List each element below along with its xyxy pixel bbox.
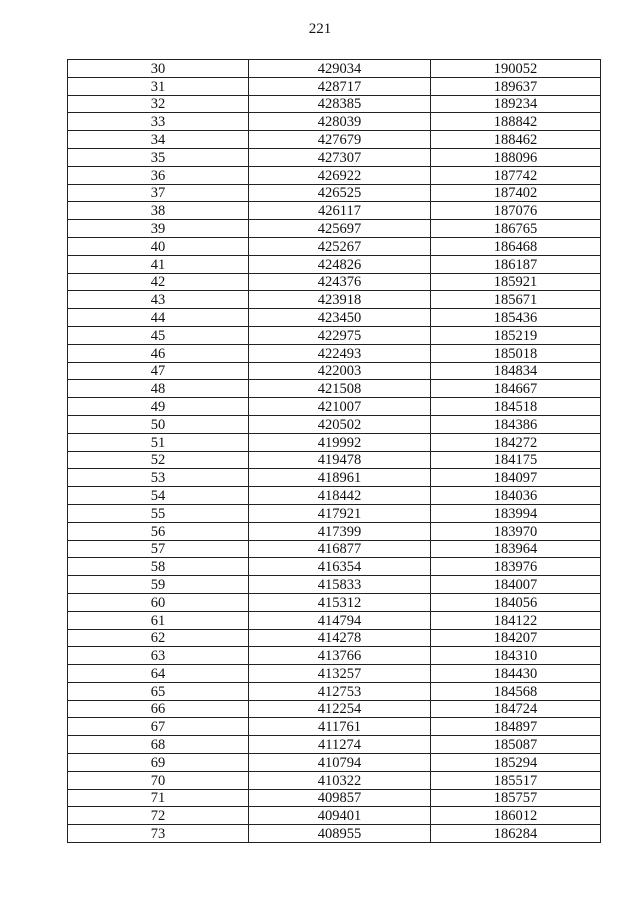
table-row (68, 736, 601, 754)
table-cell: 65 (68, 682, 249, 700)
table-cell: 184122 (431, 611, 601, 629)
table-cell: 53 (68, 469, 249, 487)
table-cell: 186765 (431, 220, 601, 238)
data-table-container (67, 59, 600, 843)
table-cell: 71 (68, 789, 249, 807)
table-cell: 62 (68, 629, 249, 647)
table-cell: 423450 (249, 309, 431, 327)
table-cell: 188462 (431, 131, 601, 149)
table-cell: 422975 (249, 326, 431, 344)
table-row (68, 148, 601, 166)
table-cell: 187402 (431, 184, 601, 202)
table-cell: 73 (68, 825, 249, 843)
table-cell: 414278 (249, 629, 431, 647)
table-cell: 425697 (249, 220, 431, 238)
table-cell: 184207 (431, 629, 601, 647)
table-cell: 186468 (431, 237, 601, 255)
table-row (68, 95, 601, 113)
table-row (68, 540, 601, 558)
table-row (68, 326, 601, 344)
table-cell: 185517 (431, 771, 601, 789)
table-cell: 185671 (431, 291, 601, 309)
table-row (68, 273, 601, 291)
table-cell: 415312 (249, 593, 431, 611)
table-cell: 184568 (431, 682, 601, 700)
table-cell: 416354 (249, 558, 431, 576)
table-cell: 186284 (431, 825, 601, 843)
table-cell: 184310 (431, 647, 601, 665)
table-row (68, 77, 601, 95)
table-body (68, 60, 601, 843)
table-cell: 68 (68, 736, 249, 754)
table-row (68, 309, 601, 327)
table-cell: 51 (68, 433, 249, 451)
table-cell: 34 (68, 131, 249, 149)
table-row (68, 131, 601, 149)
table-cell: 426117 (249, 202, 431, 220)
table-cell: 184430 (431, 665, 601, 683)
table-cell: 424376 (249, 273, 431, 291)
table-cell: 43 (68, 291, 249, 309)
table-cell: 185087 (431, 736, 601, 754)
table-cell: 185294 (431, 754, 601, 772)
page-number: 221 (308, 21, 332, 37)
table-row (68, 291, 601, 309)
table-cell: 427679 (249, 131, 431, 149)
table-cell: 414794 (249, 611, 431, 629)
table-cell: 425267 (249, 237, 431, 255)
table-cell: 61 (68, 611, 249, 629)
table-cell: 417399 (249, 522, 431, 540)
table-cell: 48 (68, 380, 249, 398)
table-row (68, 700, 601, 718)
table-row (68, 60, 601, 78)
table-row (68, 220, 601, 238)
table-cell: 416877 (249, 540, 431, 558)
table-cell: 33 (68, 113, 249, 131)
table-row (68, 469, 601, 487)
table-cell: 41 (68, 255, 249, 273)
table-row (68, 629, 601, 647)
table-cell: 55 (68, 504, 249, 522)
table-cell: 426922 (249, 166, 431, 184)
table-cell: 411274 (249, 736, 431, 754)
table-cell: 429034 (249, 60, 431, 78)
table-cell: 184056 (431, 593, 601, 611)
table-cell: 185921 (431, 273, 601, 291)
table-cell: 60 (68, 593, 249, 611)
table-cell: 30 (68, 60, 249, 78)
table-row (68, 718, 601, 736)
table-row (68, 771, 601, 789)
table-row (68, 237, 601, 255)
table-cell: 184724 (431, 700, 601, 718)
table-cell: 409401 (249, 807, 431, 825)
table-cell: 190052 (431, 60, 601, 78)
table-cell: 185757 (431, 789, 601, 807)
table-cell: 184036 (431, 487, 601, 505)
table-cell: 428717 (249, 77, 431, 95)
table-row (68, 184, 601, 202)
table-row (68, 451, 601, 469)
table-row (68, 380, 601, 398)
table-cell: 186012 (431, 807, 601, 825)
table-cell: 184897 (431, 718, 601, 736)
table-cell: 184175 (431, 451, 601, 469)
table-row (68, 576, 601, 594)
table-cell: 413257 (249, 665, 431, 683)
table-cell: 184834 (431, 362, 601, 380)
table-cell: 36 (68, 166, 249, 184)
table-row (68, 558, 601, 576)
table-row (68, 487, 601, 505)
table-cell: 412753 (249, 682, 431, 700)
table-cell: 49 (68, 398, 249, 416)
table-row (68, 398, 601, 416)
table-cell: 412254 (249, 700, 431, 718)
table-cell: 50 (68, 415, 249, 433)
table-cell: 32 (68, 95, 249, 113)
table-cell: 426525 (249, 184, 431, 202)
table-cell: 46 (68, 344, 249, 362)
table-row (68, 682, 601, 700)
table-cell: 415833 (249, 576, 431, 594)
table-cell: 38 (68, 202, 249, 220)
table-cell: 408955 (249, 825, 431, 843)
table-cell: 427307 (249, 148, 431, 166)
table-row (68, 789, 601, 807)
table-cell: 418442 (249, 487, 431, 505)
table-row (68, 611, 601, 629)
table-cell: 52 (68, 451, 249, 469)
table-cell: 59 (68, 576, 249, 594)
table-cell: 184272 (431, 433, 601, 451)
table-cell: 31 (68, 77, 249, 95)
table-cell: 66 (68, 700, 249, 718)
table-cell: 185018 (431, 344, 601, 362)
table-row (68, 433, 601, 451)
table-cell: 422003 (249, 362, 431, 380)
table-row (68, 593, 601, 611)
table-cell: 70 (68, 771, 249, 789)
table-cell: 423918 (249, 291, 431, 309)
table-row (68, 522, 601, 540)
table-row (68, 113, 601, 131)
table-cell: 35 (68, 148, 249, 166)
table-cell: 187742 (431, 166, 601, 184)
table-cell: 188096 (431, 148, 601, 166)
table-cell: 72 (68, 807, 249, 825)
table-cell: 184007 (431, 576, 601, 594)
table-cell: 188842 (431, 113, 601, 131)
table-cell: 413766 (249, 647, 431, 665)
table-cell: 410794 (249, 754, 431, 772)
table-row (68, 807, 601, 825)
table-cell: 44 (68, 309, 249, 327)
table-cell: 189234 (431, 95, 601, 113)
table-cell: 45 (68, 326, 249, 344)
table-cell: 428385 (249, 95, 431, 113)
table-cell: 410322 (249, 771, 431, 789)
table-row (68, 202, 601, 220)
table-row (68, 504, 601, 522)
table-cell: 187076 (431, 202, 601, 220)
table-cell: 183976 (431, 558, 601, 576)
table-cell: 185219 (431, 326, 601, 344)
table-cell: 424826 (249, 255, 431, 273)
table-cell: 58 (68, 558, 249, 576)
table-cell: 189637 (431, 77, 601, 95)
table-cell: 184667 (431, 380, 601, 398)
table-cell: 184097 (431, 469, 601, 487)
table-row (68, 647, 601, 665)
table-cell: 419478 (249, 451, 431, 469)
table-cell: 39 (68, 220, 249, 238)
table-cell: 428039 (249, 113, 431, 131)
table-cell: 411761 (249, 718, 431, 736)
table-cell: 40 (68, 237, 249, 255)
table-row (68, 255, 601, 273)
table-row (68, 825, 601, 843)
table-cell: 422493 (249, 344, 431, 362)
table-row (68, 344, 601, 362)
table-row (68, 754, 601, 772)
table-row (68, 665, 601, 683)
table-cell: 67 (68, 718, 249, 736)
table-cell: 47 (68, 362, 249, 380)
table-cell: 419992 (249, 433, 431, 451)
table-cell: 184518 (431, 398, 601, 416)
table-cell: 417921 (249, 504, 431, 522)
table-row (68, 166, 601, 184)
table-cell: 420502 (249, 415, 431, 433)
table-cell: 421508 (249, 380, 431, 398)
table-cell: 186187 (431, 255, 601, 273)
table-cell: 421007 (249, 398, 431, 416)
data-table (67, 59, 601, 843)
table-cell: 54 (68, 487, 249, 505)
table-cell: 183964 (431, 540, 601, 558)
table-cell: 409857 (249, 789, 431, 807)
table-cell: 57 (68, 540, 249, 558)
table-cell: 184386 (431, 415, 601, 433)
table-cell: 183970 (431, 522, 601, 540)
table-cell: 37 (68, 184, 249, 202)
table-cell: 69 (68, 754, 249, 772)
table-cell: 56 (68, 522, 249, 540)
table-cell: 185436 (431, 309, 601, 327)
table-cell: 63 (68, 647, 249, 665)
table-cell: 64 (68, 665, 249, 683)
table-row (68, 362, 601, 380)
table-cell: 42 (68, 273, 249, 291)
table-cell: 183994 (431, 504, 601, 522)
table-cell: 418961 (249, 469, 431, 487)
table-row (68, 415, 601, 433)
